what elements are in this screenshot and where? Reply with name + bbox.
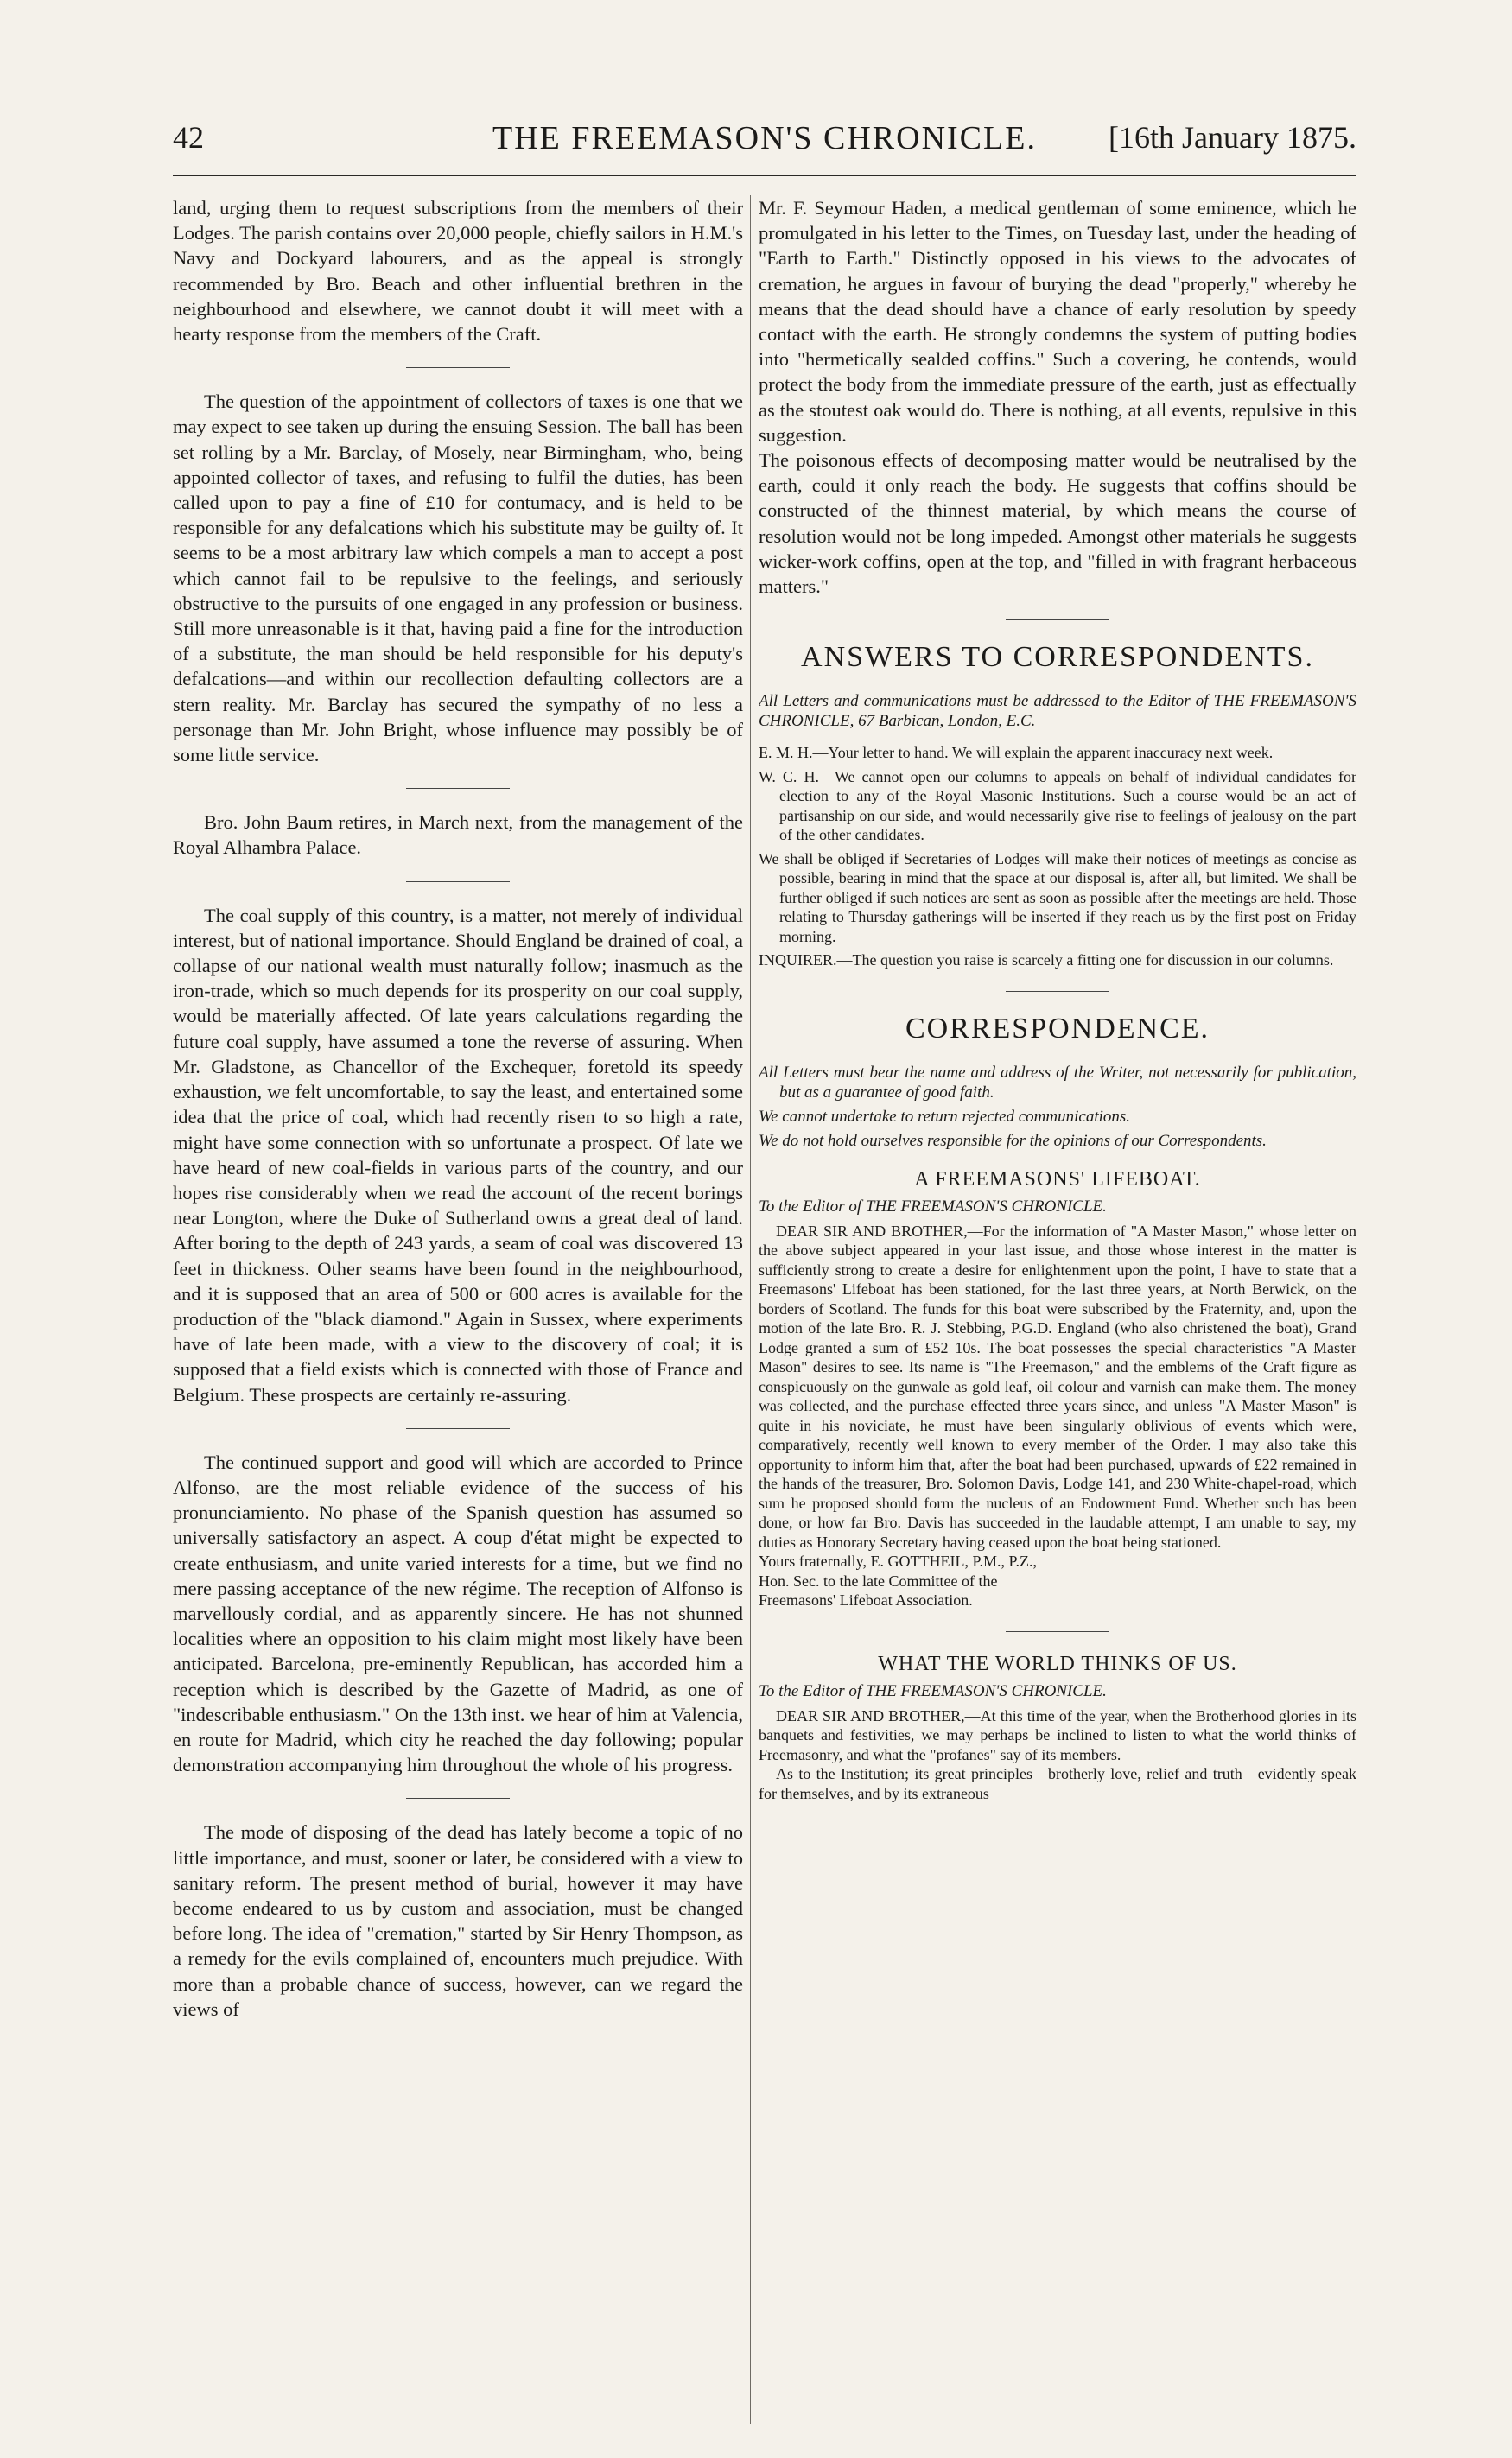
alfonso-paragraph: The continued support and good will which are accorded to Prince Alfonso, are the most reliable evidence of the success of his pronunciamiento. No phase of the Spanish question has assumed so universally satisfactory an aspect. A coup d'état might be expected to create enthusiasm, and unite varied interests for a time, but we find no mere passing acceptance of the new régime. The reception of Alfonso is marvellously cordial, and as apparently sincere. He has not shunned localities where an opposition to his claim might most likely have been anticipated. Barcelona, pre-eminently Republican, has accorded him a reception which is described by the Gazette of Madrid, as one of "indescribable enthusiasm." On the 13th inst. we hear of him at Valencia, en route for Madrid, which city he reached the day following; popular demonstration accompanying him throughout the whole of his progress. — [173, 1451, 743, 1776]
masthead-title: THE FREEMASON'S CHRONICLE. — [492, 120, 1037, 156]
haden-paragraph-continued: The poisonous effects of decomposing matter would be neutralised by the earth, could it only reach the body. He suggests that coffins should be constructed of the thinnest material, by which means the course of resolution would not be long impeded. Amongst other materials he suggests wicker-work coffins, open at the top, and "filled in with fragrant herbaceous matters." — [759, 449, 1356, 598]
page-header — [173, 119, 1356, 162]
correspondence-note: We do not hold ourselves responsible for the opinions of our Correspondents. — [759, 1131, 1267, 1150]
lodges-paragraph: land, urging them to request subscriptions from the members of their Lodges. The parish contains over 20,000 people, chiefly sailors in H.M.'s Navy and Dockyard labourers, and as the appeal is strongly recommended by Bro. Beach and other influential brethren in the neighbourhood and elsewhere, we cannot doubt it will meet with a hearty response from the members of the Craft. — [173, 197, 743, 346]
correspondence-note: All Letters must bear the name and address of the Writer, not necessarily for publication, but as a guarantee of good faith. — [759, 1063, 1356, 1102]
right-column — [759, 195, 1356, 2424]
answer-item: E. M. H.—Your letter to hand. We will explain the apparent inaccuracy next week. — [759, 744, 1274, 762]
header-rule — [173, 175, 1356, 176]
section-divider — [406, 1798, 510, 1799]
lifeboat-signature: Yours fraternally, E. GOTTHEIL, P.M., P.Z., — [759, 1553, 1037, 1571]
answers-heading: ANSWERS TO CORRESPONDENTS. — [801, 641, 1314, 674]
section-divider — [406, 881, 510, 882]
column-divider — [750, 195, 751, 2424]
page-number: 42 — [173, 120, 204, 155]
haden-paragraph: Mr. F. Seymour Haden, a medical gentleman of some eminence, which he promulgated in his letter to the Times, on Tuesday last, under the heading of "Earth to Earth." Distinctly opposed in his views to the advocates of cremation, he argues in favour of burying the dead "properly," whereby he means that the dead should have a chance of early resolution by speedy contact with the earth. He strongly condemns the system of putting bodies into "hermetically sealded coffins." Such a covering, he contends, would protect the body from the immediate pressure of the earth, just as effectually as the stoutest oak would do. There is nothing, at all events, repulsive in this suggestion. — [759, 197, 1356, 446]
tax-collectors-paragraph: The question of the appointment of collectors of taxes is one that we may expect to see taken up during the ensuing Session. The ball has been set rolling by a Mr. Barclay, of Mosely, near Birmingham, who, being appointed collector of taxes, and refusing to fulfil the duties, has been called upon to pay a fine of £10 for contumacy, and is held to be responsible for any defalcations which his substitute may be guilty of. It seems to be a most arbitrary law which compels a man to accept a post which cannot fail to be repulsive to the feelings, and seriously obstructive to the pursuits of one engaged in any profession or business. Still more unreasonable is it that, having paid a fine for the introduction of a substitute, the man should be held responsible for his deputy's defalcations—and within our recollection defaulting collectors are a stern reality. Mr. Barclay has secured the sympathy of no less a personage than Mr. John Bright, whose influence may possibly be of some little service. — [173, 391, 743, 766]
section-divider — [406, 367, 510, 368]
left-column — [173, 195, 743, 2424]
section-divider — [406, 1428, 510, 1429]
section-divider — [406, 788, 510, 789]
answers-note: All Letters and communications must be addressed to the Editor of THE FREEMASON'S CHRONICLE, 67 Barbican, London, E.C. — [759, 692, 1356, 731]
lifeboat-letter: DEAR SIR AND BROTHER,—For the information of "A Master Mason," whose letter on the above subject appeared in your last issue, and those whose interest in the matter is sufficiently strong to create a desire for enlightenment upon the point, I have to state that a Freemasons' Lifeboat has been stationed, for the last three years, at North Berwick, on the borders of Scotland. The funds for this boat were subscribed by the Fraternity, and, upon the motion of the late Bro. R. J. Stebbing, P.G.D. England (who also christened the boat), Grand Lodge granted a sum of £52 10s. The boat possesses the special characteristics "A Master Mason" desires to see. Its name is "The Freemason," and the emblems of the Craft figure as conspicuously on the gunwale as gold leaf, oil colour and varnish can make them. The money was collected, and the purchase effected three years since, and unless "A Master Mason" is quite in his noviciate, he must have been singularly oblivious of events which were, comparatively, recently well known to every member of the Order. I may also take this opportunity to inform him that, after the boat had been purchased, upwards of £22 remained in the hands of the treasurer, Bro. Solomon Davis, Lodge 141, and 230 White-chapel-road, which sum he proposed should form the nucleus of an Endowment Fund. Whether such has been done, or how far Bro. Davis has succeeded in the laudable attempt, I am unable to say, my duties as Honorary Secretary having ceased upon the boat being stationed. — [759, 1222, 1356, 1551]
section-divider — [1006, 991, 1109, 992]
world-heading: WHAT THE WORLD THINKS OF US. — [878, 1652, 1237, 1675]
correspondence-note: We cannot undertake to return rejected communications. — [759, 1107, 1131, 1126]
burial-paragraph: The mode of disposing of the dead has lately become a topic of no little importance, and must, sooner or later, be considered with a view to sanitary reform. The present method of burial, however it may have become endeared to us by custom and association, must be changed before long. The idea of "cremation," started by Sir Henry Thompson, as a remedy for the evils complained of, encounters much prejudice. With more than a probable chance of success, however, can we regard the views of — [173, 1821, 743, 2020]
correspondence-heading: CORRESPONDENCE. — [905, 1012, 1210, 1045]
section-divider — [1006, 1631, 1109, 1632]
world-addressee: To the Editor of THE FREEMASON'S CHRONICLE. — [759, 1681, 1107, 1700]
lifeboat-heading: A FREEMASONS' LIFEBOAT. — [914, 1167, 1201, 1191]
baum-paragraph: Bro. John Baum retires, in March next, from the management of the Royal Alhambra Palace. — [173, 811, 743, 859]
world-letter-continued: As to the Institution; its great principles—brotherly love, relief and truth—evidently speak for themselves, and by its extraneous — [759, 1765, 1356, 1802]
lifeboat-signature-org: Freemasons' Lifeboat Association. — [759, 1591, 973, 1610]
lifeboat-addressee: To the Editor of THE FREEMASON'S CHRONICLE. — [759, 1197, 1107, 1216]
coal-supply-paragraph: The coal supply of this country, is a matter, not merely of individual interest, but of national importance. Should England be drained of coal, a collapse of our national wealth must naturally follow; inasmuch as the iron-trade, which so much depends for its prosperity on our coal supply, would be materially affected. Of late years calculations regarding the future coal supply, have assumed a tone the reverse of assuring. When Mr. Gladstone, as Chancellor of the Exchequer, foretold its speedy exhaustion, we felt uncomfortable, to say the least, and entertained some idea that the price of coal, which had recently risen to so high a rate, might have some connection with so unfortunate a prospect. Of late we have heard of new coal-fields in various parts of the country, and our hopes rise considerably when we read the account of the recent borings near Longton, where the Duke of Sutherland owns a great deal of land. After boring to the depth of 243 yards, a seam of coal was discovered 13 feet in thickness. Other seams have been found in the neighbourhood, and it is supposed that an area of 500 or 600 acres is available for the production of the "black diamond." Again in Sussex, where experiments have of late been made, with a view to the discovery of coal; it is supposed that a field exists which is connected with those of France and Belgium. These prospects are certainly re-assuring. — [173, 904, 743, 1406]
issue-date: [16th January 1875. — [1109, 120, 1356, 155]
answer-item: W. C. H.—We cannot open our columns to appeals on behalf of individual candidates for election to any of the Royal Masonic Institutions. Such a course would be an act of partisanship on our side, and would necessarily give rise to feelings of jealousy on the part of the other candidates. — [759, 767, 1356, 844]
world-letter: DEAR SIR AND BROTHER,—At this time of the year, when the Brotherhood glories in its banquets and festivities, we may perhaps be inclined to listen to what the world thinks of Freemasonry, and what the "profanes" say of its members. — [759, 1706, 1356, 1763]
section-divider — [1006, 619, 1109, 620]
lifeboat-signature-title: Hon. Sec. to the late Committee of the — [759, 1572, 998, 1590]
answer-item: We shall be obliged if Secretaries of Lodges will make their notices of meetings as concise as possible, bearing in mind that the space at our disposal is, after all, but limited. We shall be further obliged if such notices are sent as soon as possible after the meetings are held. Those relating to Thursday gatherings will be inserted if they reach us by the first post on Friday morning. — [759, 849, 1356, 945]
answer-item: INQUIRER.—The question you raise is scarcely a fitting one for discussion in our columns. — [759, 951, 1334, 969]
